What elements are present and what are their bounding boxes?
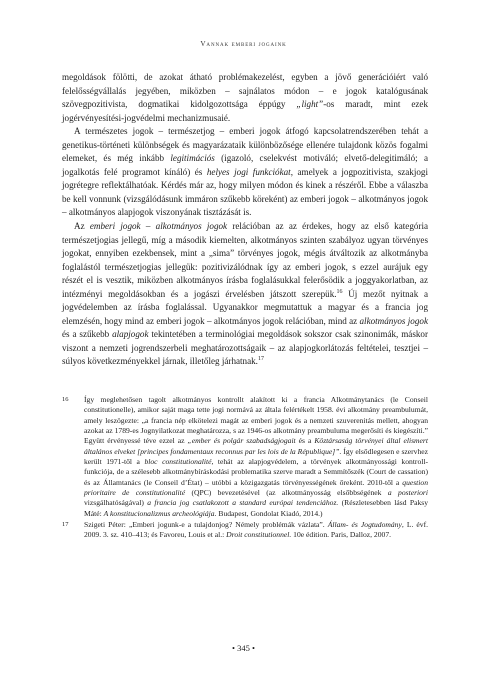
running-header: Vannak emberi jogaink	[200, 40, 287, 48]
footnote-number: 17	[62, 521, 69, 529]
footnote	[62, 520, 428, 541]
page-number: • 345 •	[232, 643, 255, 653]
paragraph: A természetes jogok – természetjog – emberi jogok átfogó kapcsolatrendszerében tehát a genetikus-történeti különbségek és magyarázataik különbözősége ellenére tulajdonk közös fogalmi elemeket, és még inkább legitimációs (igazoló, cselekvést motiváló; elvető-delegitimáló; a jogalkotás felé programot kínáló) és helyes jogi funkciókat, amelyek a jogpozitivista, szakjogi jogrétegre reflektálhatóak. Kérdés már az, hogy milyen módon és kinek a részéről. Ebbe a válaszba be kell vonnunk (vizsgálódásunk immáron szűkebb köreként) az emberi jogok – alkotmányos jogok – alkotmányos alapjogok viszonyának tisztázását is.	[62, 126, 428, 218]
main-text	[62, 71, 428, 369]
paragraph: megoldások fölötti, de azokat átható problémakezelést, egyben a jövő generációiért való felelősségvállalás jegyében, miközben – sajnálatos módon – e jogok katalógusának szövegpozitivista, dogmatikai kidolgozottsága éppúgy „light”-os maradt, mint ezek jogérvényesítési-jogvédelmi mechanizmusaié.	[62, 72, 428, 123]
footnotes	[62, 395, 428, 542]
footnote	[62, 395, 428, 519]
paragraph: Az emberi jogok – alkotmányos jogok relációban az az érdekes, hogy az első kategória természetjogias jellegű, míg a második kiemelten, alkotmányos szinten szabályoz ugyan törvényes jogokat, ennyiben ezekbensek, mint a „sima” törvényes jogok, mégis átváltozik az alkotmányba foglalástól természetjogias jellegük: pozitivizálódnak így az emberi jogok, s ezzel aurájuk egy részét el is vesztik, miközben alkotmányos írásba foglalásukkal felerősödik a joggyakorlatban, az intézményi megoldásokban és a jogászi érvelésben játszott szerepük.$^{16}$ Új mezőt nyitnak a jogvédelemben az írásba foglalással. Ugyanakkor megmutattuk a magyar és a francia jog elemzésén, hogy mind az emberi jogok – alkotmányos jogok relációban, mind az alkotmányos jogok és a szűkebb alapjogok tekintetében a terminológiai megoldások sokszor csak szinonimák, máskor viszont a nemzeti jogrendszerbeli meghatározottságaik – az alapjogkorlátozás feltételei, tesztjei – súlyos következményekkel járnak, illetőleg járhatnak.$^{17}$	[62, 221, 429, 367]
footnote-text: Így meglehetősen tagolt alkotmányos kontrollt alakított ki a francia Alkotmánytanács (le Conseil constitutionelle), amikor saját maga tette jogi normává az általa felértékelt 1958. évi alkotmány preambulumát, amely leszögezte: „a francia nép elkötelezi magát az emberi jogok és a nemzeti szuverenitás mellett, ahogyan azokat az 1789-es Jognyilatkozat meghatározza, s az 1946-os alkotmány preambuluma megerősíti és kiegészíti.” Együtt érvényessé téve ezzel az „ember és polgár szabadságjogait és a Köztársaság törvényei által elismert általános elveket [principes fondamentaux reconnus par les lois de la République]”. Így elsődlegesen e szervhez került 1971-től a bloc constitutionalité, tehát az alapjogvédelem, a törvények alkotmányossági kontroll-funkciója, de a szélesebb alkotmánybíráskodási problematika szerve maradt a Semmítőszék (Court de cassation) és az Államtanács (le Conseil d’État) – utóbbi a közigazgatás törvényességének őreként. 2010-től a question prioritaire de constitutionalité (QPC) bevezetésével (az alkotmányosság elsőbbségének a posteriori vizsgálhatóságával) a francia jog csatlakozott a standard európai tendenciához. (Részletesebben lásd Paksy Máté: A konstitucionalizmus archeológiája. Budapest, Gondolat Kiadó, 2014.)	[84, 395, 429, 518]
footnote-text: Szigeti Péter: „Emberi jogunk-e a tulajdonjog? Némely problémák vázlata”. Állam- és Jogtudomány, L. évf. 2009. 3. sz. 410–413; és Favoreu, Louis et al.: Droit constitutionnel. 10e édition. Paris, Dalloz, 2007.	[84, 520, 429, 540]
footnote-number: 16	[62, 396, 69, 403]
